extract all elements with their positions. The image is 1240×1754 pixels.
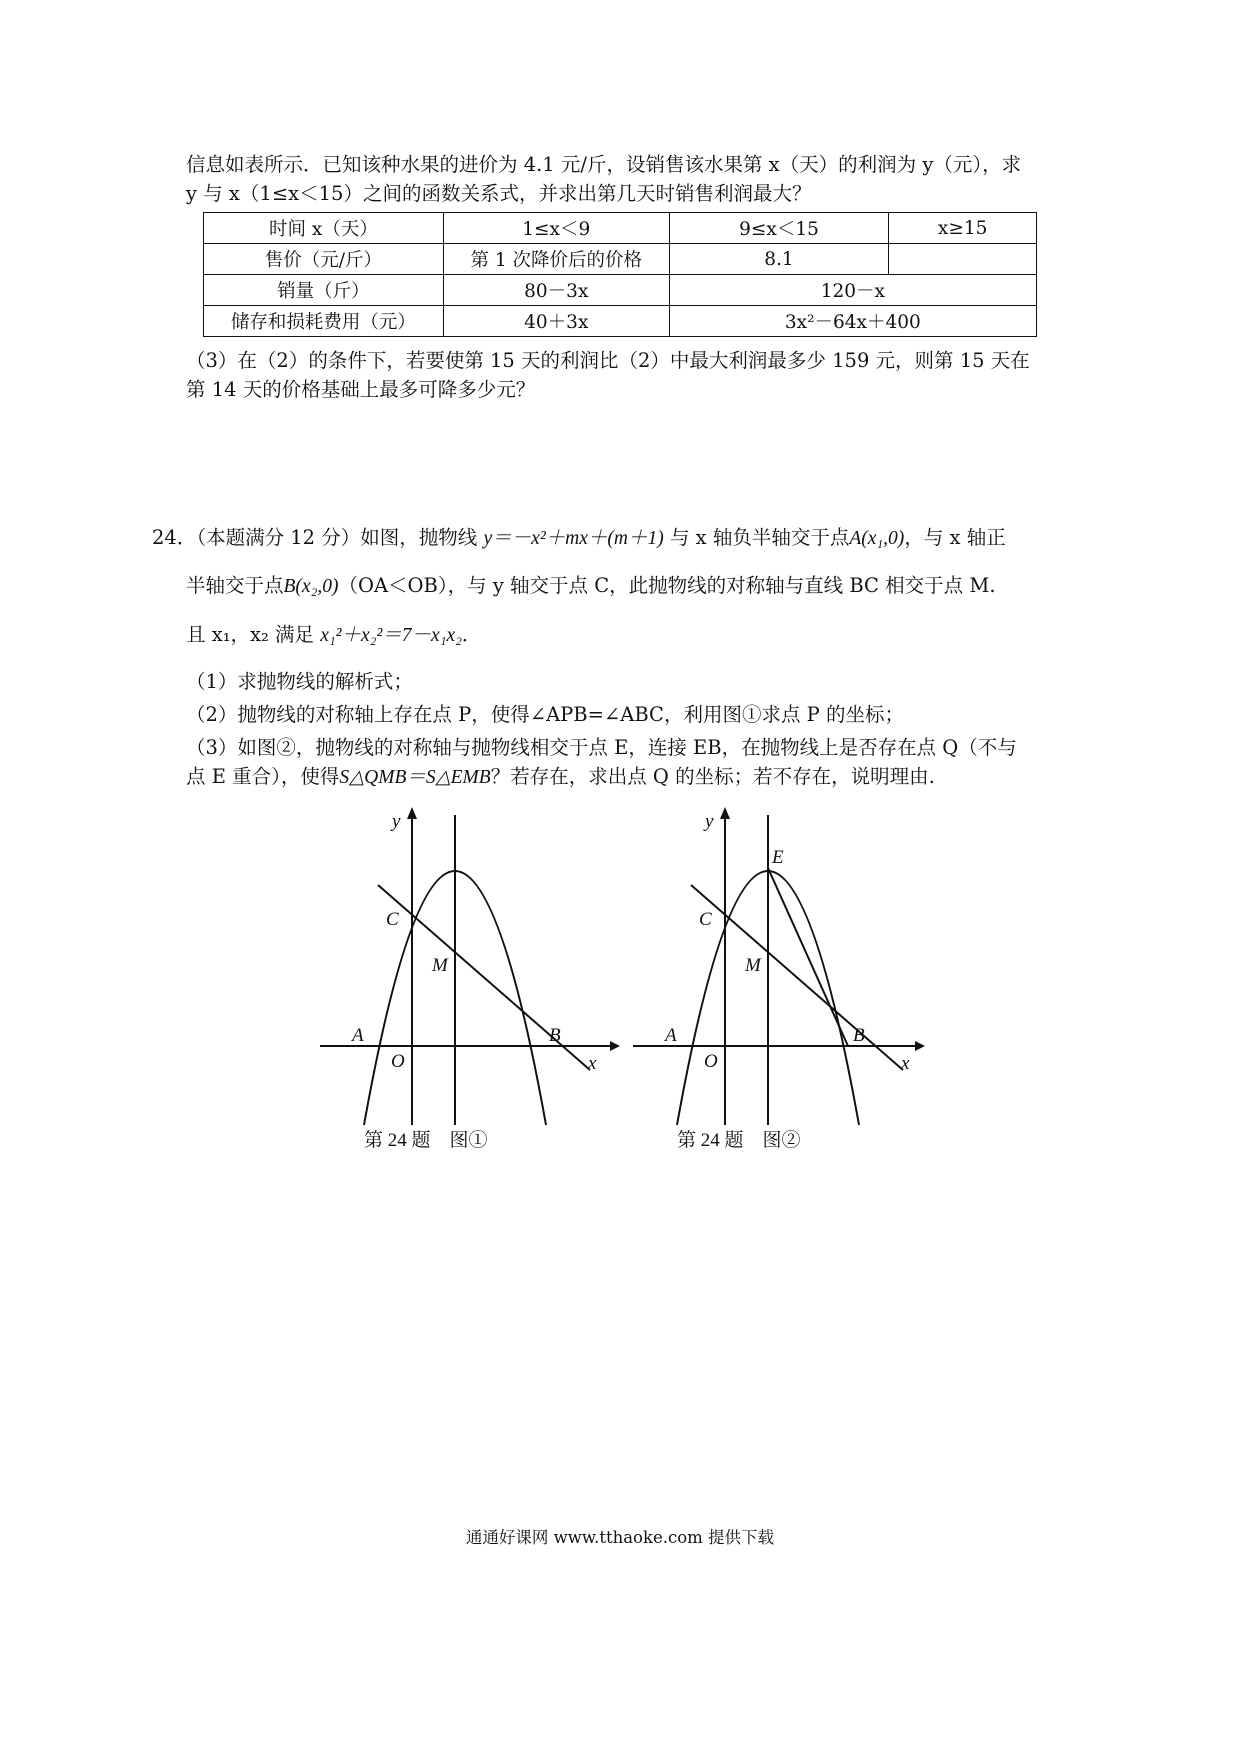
p24-part3-line2 — [186, 763, 935, 792]
table-cell: 8.1 — [669, 244, 889, 275]
table-cell: x≥15 — [889, 213, 1037, 244]
y-axis-arrow — [407, 807, 417, 819]
p24-text: 半轴交于点 — [186, 574, 284, 597]
root-condition: x₁²＋x₂²＝7－x₁x₂ — [320, 625, 462, 646]
table-cell: 储存和损耗费用（元） — [204, 306, 444, 337]
price-table — [203, 212, 1037, 337]
point-b: B(x₂,0) — [283, 576, 339, 597]
p24-text: 且 x₁，x₂ 满足 — [186, 623, 315, 646]
parabola-equation: y＝－x²＋mx＋(m＋1) — [483, 528, 664, 549]
label-e: E — [772, 847, 784, 868]
figure-2 — [633, 805, 933, 1159]
p24-text: 点 E 重合），使得 — [186, 765, 340, 788]
p24-text: ？若存在，求出点 Q 的坐标；若不存在，说明理由. — [490, 765, 935, 788]
table-cell: 80－3x — [443, 275, 669, 306]
y-axis-arrow — [720, 807, 730, 819]
p23-part3-line2: 第 14 天的价格基础上最多可降多少元？ — [186, 378, 536, 401]
area-equation: S△QMB＝S△EMB — [339, 767, 491, 788]
x-axis-arrow — [915, 1041, 925, 1051]
p23-line2: y 与 x（1≤x＜15）之间的函数关系式，并求出第几天时销售利润最大？ — [186, 182, 812, 205]
p24-text: ． — [461, 623, 482, 646]
label-b: B — [853, 1025, 865, 1046]
table-cell: 销量（斤） — [204, 275, 444, 306]
table-cell: 售价（元/斤） — [204, 244, 444, 275]
label-a: A — [665, 1025, 677, 1046]
table-cell: 第 1 次降价后的价格 — [443, 244, 669, 275]
p24-line1 — [152, 524, 1006, 553]
p24-part1: （1）求抛物线的解析式； — [186, 670, 413, 693]
label-b: B — [549, 1025, 561, 1046]
label-c: C — [386, 909, 399, 930]
label-x: x — [588, 1053, 597, 1074]
figure-2-svg — [633, 805, 933, 1155]
x-axis-arrow — [610, 1041, 620, 1051]
problem-number: 24． — [152, 526, 197, 549]
point-a: A(x₁,0) — [849, 528, 905, 549]
table-cell: 3x²－64x＋400 — [669, 306, 1036, 337]
p24-line3 — [186, 621, 481, 650]
label-m: M — [432, 955, 448, 976]
line-bc — [691, 885, 903, 1070]
table-cell: 时间 x（天） — [204, 213, 444, 244]
p24-text: （OA＜OB），与 y 轴交于点 C，此抛物线的对称轴与直线 BC 相交于点 M. — [338, 574, 996, 597]
label-m: M — [745, 955, 761, 976]
figure-1-svg — [320, 805, 620, 1155]
p24-line2 — [186, 572, 996, 601]
figure-caption: 第 24 题 图① — [364, 1130, 488, 1151]
figure-caption: 第 24 题 图② — [677, 1130, 801, 1151]
label-y: y — [705, 811, 714, 832]
p23-line1: 信息如表所示．已知该种水果的进价为 4.1 元/斤，设销售该水果第 x（天）的利润为 y（元），求 — [186, 153, 1022, 176]
p24-part2: （2）抛物线的对称轴上存在点 P，使得∠APB=∠ABC，利用图①求点 P 的坐标； — [186, 703, 904, 726]
p24-text: 如图，抛物线 — [360, 526, 478, 549]
p23-part3-line1: （3）在（2）的条件下，若要使第 15 天的利润比（2）中最大利润最多少 159 元，则第 15 天在 — [186, 349, 1030, 372]
figure-1 — [320, 805, 620, 1159]
p24-text: 与 x 轴负半轴交于点 — [669, 526, 850, 549]
table-cell: 40＋3x — [443, 306, 669, 337]
label-x: x — [901, 1053, 910, 1074]
label-y: y — [392, 811, 401, 832]
table-cell: 9≤x＜15 — [669, 213, 889, 244]
points-label: （本题满分 12 分） — [196, 526, 361, 549]
label-o: O — [704, 1051, 718, 1072]
table-row — [204, 213, 1037, 244]
table-cell — [889, 244, 1037, 275]
p24-text: ，与 x 轴正 — [904, 526, 1006, 549]
table-cell: 1≤x＜9 — [443, 213, 669, 244]
table-cell: 120－x — [669, 275, 1036, 306]
p24-part3-line1: （3）如图②，抛物线的对称轴与抛物线相交于点 E，连接 EB，在抛物线上是否存在点 Q（不与 — [186, 736, 1017, 759]
table-row — [204, 306, 1037, 337]
label-c: C — [699, 909, 712, 930]
label-a: A — [352, 1025, 364, 1046]
table-row — [204, 275, 1037, 306]
page-footer: 通通好课网 www.tthaoke.com 提供下载 — [465, 1528, 775, 1547]
line-eb — [768, 868, 848, 1046]
table-row — [204, 244, 1037, 275]
label-o: O — [391, 1051, 405, 1072]
